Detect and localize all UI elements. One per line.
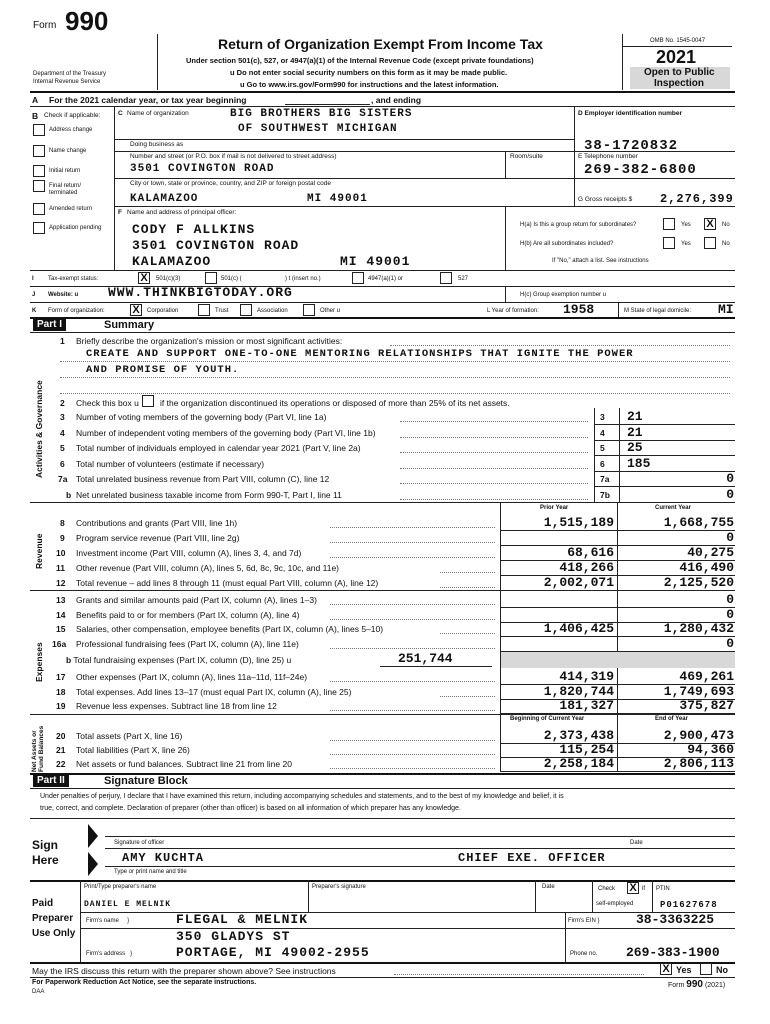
paperwork-notice: For Paperwork Reduction Act Notice, see the separate instructions. (32, 979, 257, 986)
org-name-label: Name of organization (127, 110, 189, 117)
tax-year: 2021 (656, 47, 697, 67)
summary-current-value: 0 (726, 592, 734, 607)
status-501c-checkbox[interactable] (205, 272, 217, 284)
summary-line-text: Net assets or fund balances. Subtract line 21 from line 20 (76, 759, 292, 769)
irs-link-note: u Go to www.irs.gov/Form990 for instructions and the latest information. (240, 80, 499, 89)
ptin-label: PTIN (656, 886, 670, 892)
summary-line-text: Investment income (Part VIII, column (A), lines 3, 4, and 7d) (76, 548, 302, 558)
perjury-line1: Under penalties of perjury, I declare that I have examined this return, including accompanying schedules and statements, and to the best of my knowledge and belief, it is (40, 793, 564, 800)
other-org-checkbox[interactable] (303, 304, 315, 316)
omb-number: OMB No. 1545-0047 (650, 38, 706, 44)
summary-prior-value: 1,406,425 (543, 621, 614, 636)
association-label: Association (257, 308, 288, 314)
section-b-item-label: Application pending (49, 225, 102, 231)
form-word: Form (33, 20, 57, 31)
h-b-yes-label: Yes (681, 241, 691, 247)
summary-current-value: 375,827 (679, 698, 734, 713)
status-4947-checkbox[interactable] (352, 272, 364, 284)
sig-officer-label: Signature of officer (114, 840, 165, 846)
corporation-checkbox[interactable]: X (130, 304, 142, 316)
line1-number: 1 (60, 336, 65, 346)
summary-current-value: 0 (726, 606, 734, 622)
summary-line-number: 20 (56, 731, 66, 741)
summary-line-number: 16a (52, 638, 67, 649)
sign-label: Sign (32, 838, 58, 852)
ptin-value: P01627678 (660, 900, 718, 910)
summary-line-text: Other revenue (Part VIII, column (A), lines 5, 6d, 8c, 9c, 10c, and 11e) (76, 563, 339, 573)
section-b-item-label: Amended return (49, 206, 93, 212)
sign-arrow-icon (88, 824, 102, 878)
status-501c-label: 501(c) ( (221, 276, 242, 282)
gov-line-text: Number of voting members of the governing body (Part VI, line 1a) (76, 412, 327, 422)
self-employed-checkbox[interactable]: X (627, 882, 639, 894)
open-to-public: Open to Public (644, 67, 715, 78)
col-prior-year: Prior Year (540, 505, 569, 511)
website-label: Website: u (48, 292, 79, 298)
col-current-year: Current Year (655, 505, 691, 511)
gov-line-number: 6 (60, 458, 65, 469)
discuss-no-label: No (716, 965, 728, 975)
summary-prior-value: 115,254 (559, 742, 614, 757)
discuss-yes-checkbox[interactable]: X (660, 963, 672, 975)
h-a-no-label: No (722, 222, 730, 228)
summary-prior-value: 181,327 (559, 698, 614, 713)
firm-address-label: Firm's address } (86, 951, 133, 957)
year-formation-value: 1958 (563, 302, 595, 317)
domicile-label: M State of legal domicile: (624, 308, 692, 314)
summary-current-value: 0 (726, 635, 734, 651)
self-employed-label: self-employed (596, 901, 634, 907)
paid-label: Paid (32, 898, 54, 909)
gov-line-box: 4 (600, 427, 605, 438)
form-number: 990 (65, 6, 109, 36)
gov-line-number: 5 (60, 443, 65, 453)
status-527-checkbox[interactable] (440, 272, 452, 284)
summary-line-number: 10 (56, 548, 66, 558)
gov-line-box: 3 (600, 412, 605, 422)
h-b-yes-checkbox[interactable] (663, 237, 675, 249)
section-b-checkbox[interactable] (33, 203, 45, 215)
trust-checkbox[interactable] (198, 304, 210, 316)
section-f-letter: F (118, 209, 122, 216)
summary-line-text: Program service revenue (Part VIII, line 2g) (76, 533, 240, 543)
h-a-no-checkbox[interactable]: X (704, 218, 716, 230)
line-a-text: For the 2021 calendar year, or tax year beginning (49, 95, 247, 105)
line-k-letter: K (32, 308, 37, 314)
department: Department of the Treasury (33, 71, 107, 77)
firm-name-label: Firm's name } (86, 918, 130, 924)
gov-line-text: Total number of individuals employed in calendar year 2021 (Part V, line 2a) (76, 443, 361, 453)
gov-line-number: 4 (60, 427, 65, 438)
gross-receipts-label: G Gross receipts $ (578, 196, 633, 203)
officer-city: KALAMAZOO (132, 254, 212, 269)
summary-current-value: 2,125,520 (663, 575, 734, 590)
street-label: Number and street (or P.O. box if mail is not delivered to street address) (130, 153, 337, 160)
discuss-yes-label: Yes (676, 965, 692, 975)
form-of-org-label: Form of organization: (48, 308, 105, 314)
part1-tag: Part I (33, 318, 66, 331)
association-checkbox[interactable] (240, 304, 252, 316)
summary-line-text: Salaries, other compensation, employee benefits (Part IX, column (A), lines 5–10) (76, 624, 384, 634)
part2-title: Signature Block (104, 775, 188, 787)
section-b-checkbox[interactable] (33, 222, 45, 234)
line-a-ending: , and ending (371, 95, 422, 105)
h-b-note: If "No," attach a list. See instructions (552, 258, 649, 264)
section-b-item-label: Initial return (49, 168, 81, 174)
summary-current-value: 94,360 (687, 742, 734, 757)
discontinued-checkbox[interactable] (142, 395, 154, 407)
gov-line-value: 21 (627, 424, 643, 440)
gov-line-box: 6 (600, 458, 605, 469)
h-a-yes-label: Yes (681, 222, 691, 228)
status-527-label: 527 (458, 276, 469, 282)
room-suite-label: Room/suite (510, 153, 543, 160)
revenue-side-label: Revenue (34, 533, 44, 569)
summary-line-number: 9 (60, 533, 65, 543)
gross-receipts-value: 2,276,399 (660, 192, 734, 206)
type-print-label: Type or print name and title (114, 869, 187, 875)
corporation-label: Corporation (147, 308, 179, 314)
tax-exempt-label: Tax-exempt status: (48, 276, 99, 282)
summary-line-number: 13 (56, 595, 66, 605)
summary-line-number: 18 (56, 686, 66, 697)
signer-title: CHIEF EXE. OFFICER (458, 851, 606, 865)
summary-line-number: 11 (56, 563, 65, 573)
irs-service: Internal Revenue Service (33, 79, 101, 85)
summary-line-text: Total expenses. Add lines 13–17 (must equal Part IX, column (A), line 25) (76, 686, 352, 697)
expenses-side-label: Expenses (34, 642, 44, 682)
section-b-checkbox[interactable] (33, 124, 45, 136)
summary-line-number: 15 (56, 624, 66, 634)
summary-line-number: 8 (60, 518, 65, 528)
discuss-no-checkbox[interactable] (700, 963, 712, 975)
status-4947-label: 4947(a)(1) or (368, 276, 404, 282)
summary-prior-value: 2,258,184 (543, 756, 614, 771)
prep-name-label: Print/Type preparer's name (84, 884, 157, 890)
principal-officer-label: Name and address of principal officer: (127, 209, 237, 216)
firm-ein-label: Firm's EIN } (568, 918, 600, 924)
officer-state-zip: MI 49001 (340, 254, 411, 269)
summary-current-value: 1,280,432 (663, 621, 734, 636)
ssn-warning: u Do not enter social security numbers on this form as it may be made public. (230, 68, 508, 77)
summary-line-text: Total assets (Part X, line 16) (76, 731, 183, 741)
ein-value: 38-1720832 (584, 138, 679, 154)
gov-line-value: 0 (726, 471, 734, 486)
trust-label: Trust (215, 308, 229, 314)
prep-sig-label: Preparer's signature (312, 884, 366, 890)
gov-line-box: 5 (600, 443, 605, 453)
org-name-line2: OF SOUTHWEST MICHIGAN (238, 123, 398, 135)
h-c-label: H(c) Group exemption number u (520, 292, 607, 298)
inspection-label: Inspection (654, 78, 705, 89)
summary-line-text: Total revenue – add lines 8 through 11 (must equal Part VIII, column (A), line 12) (76, 578, 379, 588)
org-city: KALAMAZOO (130, 193, 199, 205)
summary-current-value: 0 (726, 530, 734, 545)
section-b-item-label: Name change (49, 148, 87, 154)
line1-text: Briefly describe the organization's mission or most significant activities: (76, 336, 343, 346)
summary-line-text: Benefits paid to or for members (Part IX, column (A), line 4) (76, 609, 300, 620)
summary-prior-value: 1,515,189 (543, 515, 614, 530)
h-a-yes-checkbox[interactable] (663, 218, 675, 230)
year-formation-label: L Year of formation: (487, 308, 539, 314)
part1-title: Summary (104, 319, 155, 331)
section-b-checkbox[interactable] (33, 165, 45, 177)
gov-line-value: 0 (726, 486, 734, 502)
preparer-name: DANIEL E MELNIK (84, 900, 172, 909)
status-501c3-label: 501(c)(3) (156, 276, 181, 282)
summary-line-number: 12 (56, 578, 66, 588)
line-j-letter: J (32, 292, 36, 298)
summary-prior-value: 418,266 (559, 560, 614, 575)
city-label: City or town, state or province, country, and ZIP or foreign postal code (130, 180, 331, 187)
status-501c3-checkbox[interactable]: X (138, 272, 150, 284)
h-b-no-checkbox[interactable] (704, 237, 716, 249)
summary-prior-value: 2,002,071 (543, 575, 614, 590)
other-org-label: Other u (320, 308, 341, 314)
gov-line-text: Net unrelated business taxable income from Form 990-T, Part I, line 11 (76, 489, 342, 500)
website-value[interactable]: WWW.THINKBIGTODAY.ORG (108, 285, 293, 300)
phone-label: E Telephone number (578, 153, 638, 160)
part2-tag: Part II (33, 774, 69, 787)
check-label: Check (598, 886, 616, 892)
firm-address-line1: 350 GLADYS ST (176, 929, 291, 944)
check-if-applicable: Check if applicable: (44, 112, 101, 119)
summary-line-text: Grants and similar amounts paid (Part IX, column (A), lines 1–3) (76, 595, 317, 605)
gov-line-text: Total number of volunteers (estimate if necessary) (76, 458, 265, 469)
firm-address-line2: PORTAGE, MI 49002-2955 (176, 945, 370, 960)
section-b-checkbox[interactable] (33, 145, 45, 157)
section-b-item-label: Final return/ terminated (49, 183, 82, 196)
org-name-line1: BIG BROTHERS BIG SISTERS (230, 108, 413, 120)
summary-prior-value: 414,319 (559, 669, 614, 684)
gov-line-box: 7a (600, 474, 610, 484)
col-end-year: End of Year (655, 716, 688, 722)
prep-date-label: Date (542, 884, 555, 890)
use-only-label: Use Only (32, 928, 76, 939)
summary-current-value: 40,275 (687, 545, 734, 560)
sig-date-label: Date (630, 840, 643, 846)
summary-line-text: Professional fundraising fees (Part IX, column (A), line 11e) (76, 638, 299, 649)
mission-line1: CREATE AND SUPPORT ONE-TO-ONE MENTORING RELATIONSHIPS THAT IGNITE THE POWER (86, 348, 634, 360)
summary-line-number: 21 (56, 745, 66, 755)
phone-value: 269-382-6800 (584, 162, 697, 178)
summary-line-text: Revenue less expenses. Subtract line 18 from line 12 (76, 701, 277, 711)
perjury-line2: true, correct, and complete. Declaration of preparer (other than officer) is based on all information of which preparer has any knowledge. (40, 805, 461, 812)
line16b-text: b Total fundraising expenses (Part IX, column (D), line 25) u (66, 655, 292, 665)
phone-no-label: Phone no. (570, 951, 598, 957)
summary-prior-value: 1,820,744 (543, 683, 614, 699)
summary-current-value: 1,749,693 (663, 683, 734, 699)
status-insert-label: ) t (insert no.) (285, 276, 321, 282)
org-state-zip: MI 49001 (307, 193, 368, 205)
summary-current-value: 469,261 (679, 669, 734, 684)
gov-line-value: 21 (627, 409, 643, 424)
firm-name: FLEGAL & MELNIK (176, 912, 309, 927)
signer-name: AMY KUCHTA (122, 851, 205, 865)
line-a-letter: A (32, 95, 39, 105)
summary-line-number: 14 (56, 609, 66, 620)
summary-line-number: 22 (56, 759, 66, 769)
summary-line-text: Total liabilities (Part X, line 26) (76, 745, 190, 755)
h-a-question: H(a) Is this a group return for subordinates? (520, 222, 637, 228)
officer-street: 3501 COVINGTON ROAD (132, 238, 300, 253)
h-b-no-label: No (722, 241, 730, 247)
firm-ein: 38-3363225 (636, 912, 715, 927)
firm-phone: 269-383-1900 (626, 945, 720, 960)
form-title: Return of Organization Exempt From Income Tax (218, 36, 543, 52)
summary-current-value: 416,490 (679, 560, 734, 575)
if-label: if (642, 886, 645, 892)
summary-current-value: 1,668,755 (663, 515, 734, 530)
summary-prior-value: 2,373,438 (543, 728, 614, 743)
section-b-letter: B (32, 111, 39, 121)
gov-side-label: Activities & Governance (34, 380, 44, 478)
summary-line-text: Contributions and grants (Part VIII, line 1h) (76, 518, 238, 528)
line-i-letter: I (32, 276, 34, 282)
summary-line-number: 19 (56, 701, 66, 711)
summary-current-value: 2,900,473 (663, 728, 734, 743)
section-c-letter: C (118, 110, 123, 117)
org-street: 3501 COVINGTON ROAD (130, 163, 275, 175)
col-begin-year: Beginning of Current Year (510, 716, 585, 722)
summary-current-value: 2,806,113 (663, 756, 734, 771)
dba-label: Doing business as (130, 141, 184, 148)
net-assets-side-label: Net Assets or Fund Balances (31, 725, 45, 772)
line2-number: 2 (60, 398, 65, 408)
line2-rest-text: if the organization discontinued its operations or disposed of more than 25% of its net assets. (160, 398, 510, 408)
h-b-question: H(b) Are all subordinates included? (520, 241, 614, 247)
irs-discuss-question: May the IRS discuss this return with the preparer shown above? See instructions (32, 966, 336, 976)
line16b-value: 251,744 (398, 651, 453, 666)
section-b-item-label: Address change (49, 127, 93, 133)
gov-line-text: Total unrelated business revenue from Part VIII, column (C), line 12 (76, 474, 330, 484)
summary-prior-value: 68,616 (567, 545, 614, 560)
mission-line2: AND PROMISE OF YOUTH. (86, 364, 240, 376)
daa-label: DAA (32, 989, 45, 995)
gov-line-value: 25 (627, 440, 643, 455)
form-subtitle: Under section 501(c), 527, or 4947(a)(1) of the Internal Revenue Code (except private foundations) (186, 56, 534, 65)
gov-line-box: 7b (600, 489, 610, 500)
summary-line-text: Other expenses (Part IX, column (A), lines 11a–11d, 11f–24e) (76, 672, 308, 682)
form-footer-ref: Form 990 (2021) (668, 979, 726, 990)
gov-line-number: 3 (60, 412, 65, 422)
gov-line-text: Number of independent voting members of the governing body (Part VI, line 1b) (76, 427, 376, 438)
line2-check-text: Check this box u (76, 398, 139, 408)
preparer-label: Preparer (32, 913, 74, 924)
gov-line-number: 7a (58, 474, 68, 484)
summary-line-number: 17 (56, 672, 66, 682)
officer-name: CODY F ALLKINS (132, 222, 256, 237)
here-label: Here (32, 853, 59, 867)
section-b-checkbox[interactable] (33, 180, 45, 192)
domicile-value: MI (718, 302, 734, 317)
gov-line-value: 185 (627, 455, 651, 471)
gov-line-number: b (66, 489, 72, 500)
ein-label: D Employer identification number (578, 110, 683, 117)
